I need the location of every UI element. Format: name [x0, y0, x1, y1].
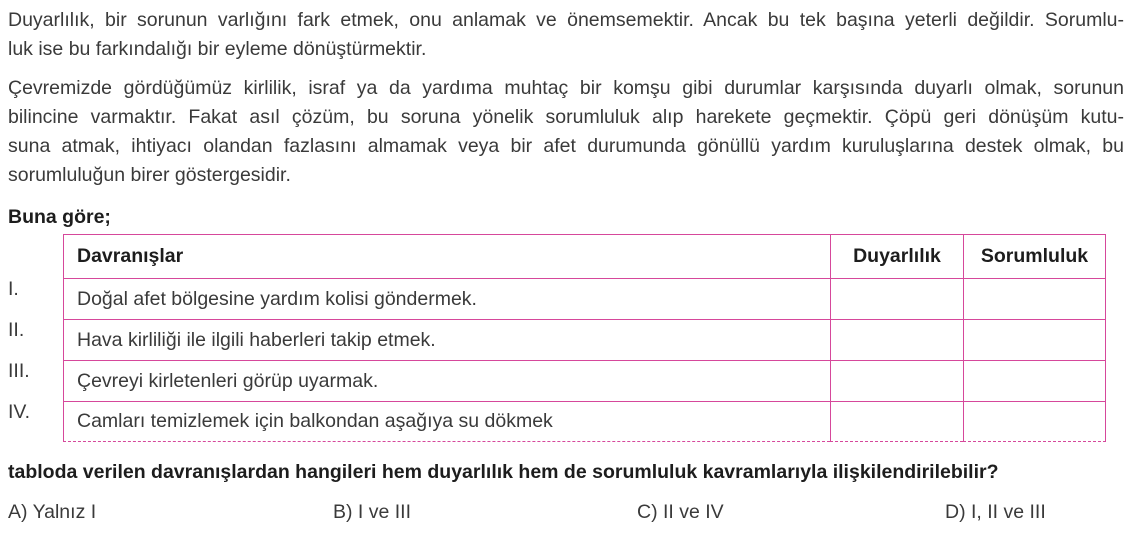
paragraph-line: suna atmak, ihtiyacı olandan fazlasını almamak veya bir afet durumunda gönüllü yardım kuruluşlarına destek olmak, bu — [8, 135, 1124, 157]
row-responsibility-cell — [963, 278, 1106, 319]
option-b: B) I ve III — [333, 501, 412, 523]
question-text: tabloda verilen davranışlardan hangileri hem duyarlılık hem de sorumluluk kavramlarıyla ilişkilendirilebilir? — [8, 461, 999, 483]
row-numeral: I. — [8, 278, 19, 300]
option-d: D) I, II ve III — [945, 501, 1046, 523]
row-numeral: III. — [8, 360, 30, 382]
paragraph-line: Çevremizde gördüğümüz kirlilik, israf ya da yardıma muhtaç bir komşu gibi durumlar karşısında duyarlı olmak, sorunun — [8, 77, 1124, 99]
row-numeral: II. — [8, 319, 25, 341]
row-behavior: Doğal afet bölgesine yardım kolisi göndermek. — [63, 278, 830, 319]
row-responsibility-cell — [963, 360, 1106, 401]
paragraph-line: sorumluluğun birer göstergesidir. — [8, 164, 291, 186]
behavior-table — [8, 234, 1124, 442]
row-sensitivity-cell — [830, 319, 963, 360]
row-responsibility-cell — [963, 319, 1106, 360]
row-behavior: Camları temizlemek için balkondan aşağıya su dökmek — [63, 401, 830, 442]
paragraph-line: Duyarlılık, bir sorunun varlığını fark etmek, onu anlamak ve önemsemektir. Ancak bu tek başına yeterli değildir. Sorumlu- — [8, 9, 1124, 31]
table-header-sensitivity: Duyarlılık — [830, 234, 963, 278]
answer-options — [8, 498, 1124, 527]
row-responsibility-cell — [963, 401, 1106, 442]
option-c: C) II ve IV — [637, 501, 724, 523]
table-corner-spacer — [8, 234, 63, 278]
table-header-responsibility: Sorumluluk — [963, 234, 1106, 278]
row-sensitivity-cell — [830, 278, 963, 319]
table-header-behavior: Davranışlar — [63, 234, 830, 278]
row-behavior: Hava kirliliği ile ilgili haberleri takip etmek. — [63, 319, 830, 360]
intro-paragraph-1 — [8, 6, 1124, 64]
row-sensitivity-cell — [830, 360, 963, 401]
row-numeral: IV. — [8, 401, 31, 423]
paragraph-line: bilincine varmaktır. Fakat asıl çözüm, bu soruna yönelik sorumluluk alıp harekete geçmektir. Çöpü geri dönüşüm kutu- — [8, 106, 1124, 128]
intro-paragraph-2 — [8, 74, 1124, 190]
lead-in-text: Buna göre; — [8, 206, 111, 228]
paragraph-line: luk ise bu farkındalığı bir eyleme dönüştürmektir. — [8, 38, 427, 60]
option-a: A) Yalnız I — [8, 501, 97, 523]
row-behavior: Çevreyi kirletenleri görüp uyarmak. — [63, 360, 830, 401]
row-sensitivity-cell — [830, 401, 963, 442]
